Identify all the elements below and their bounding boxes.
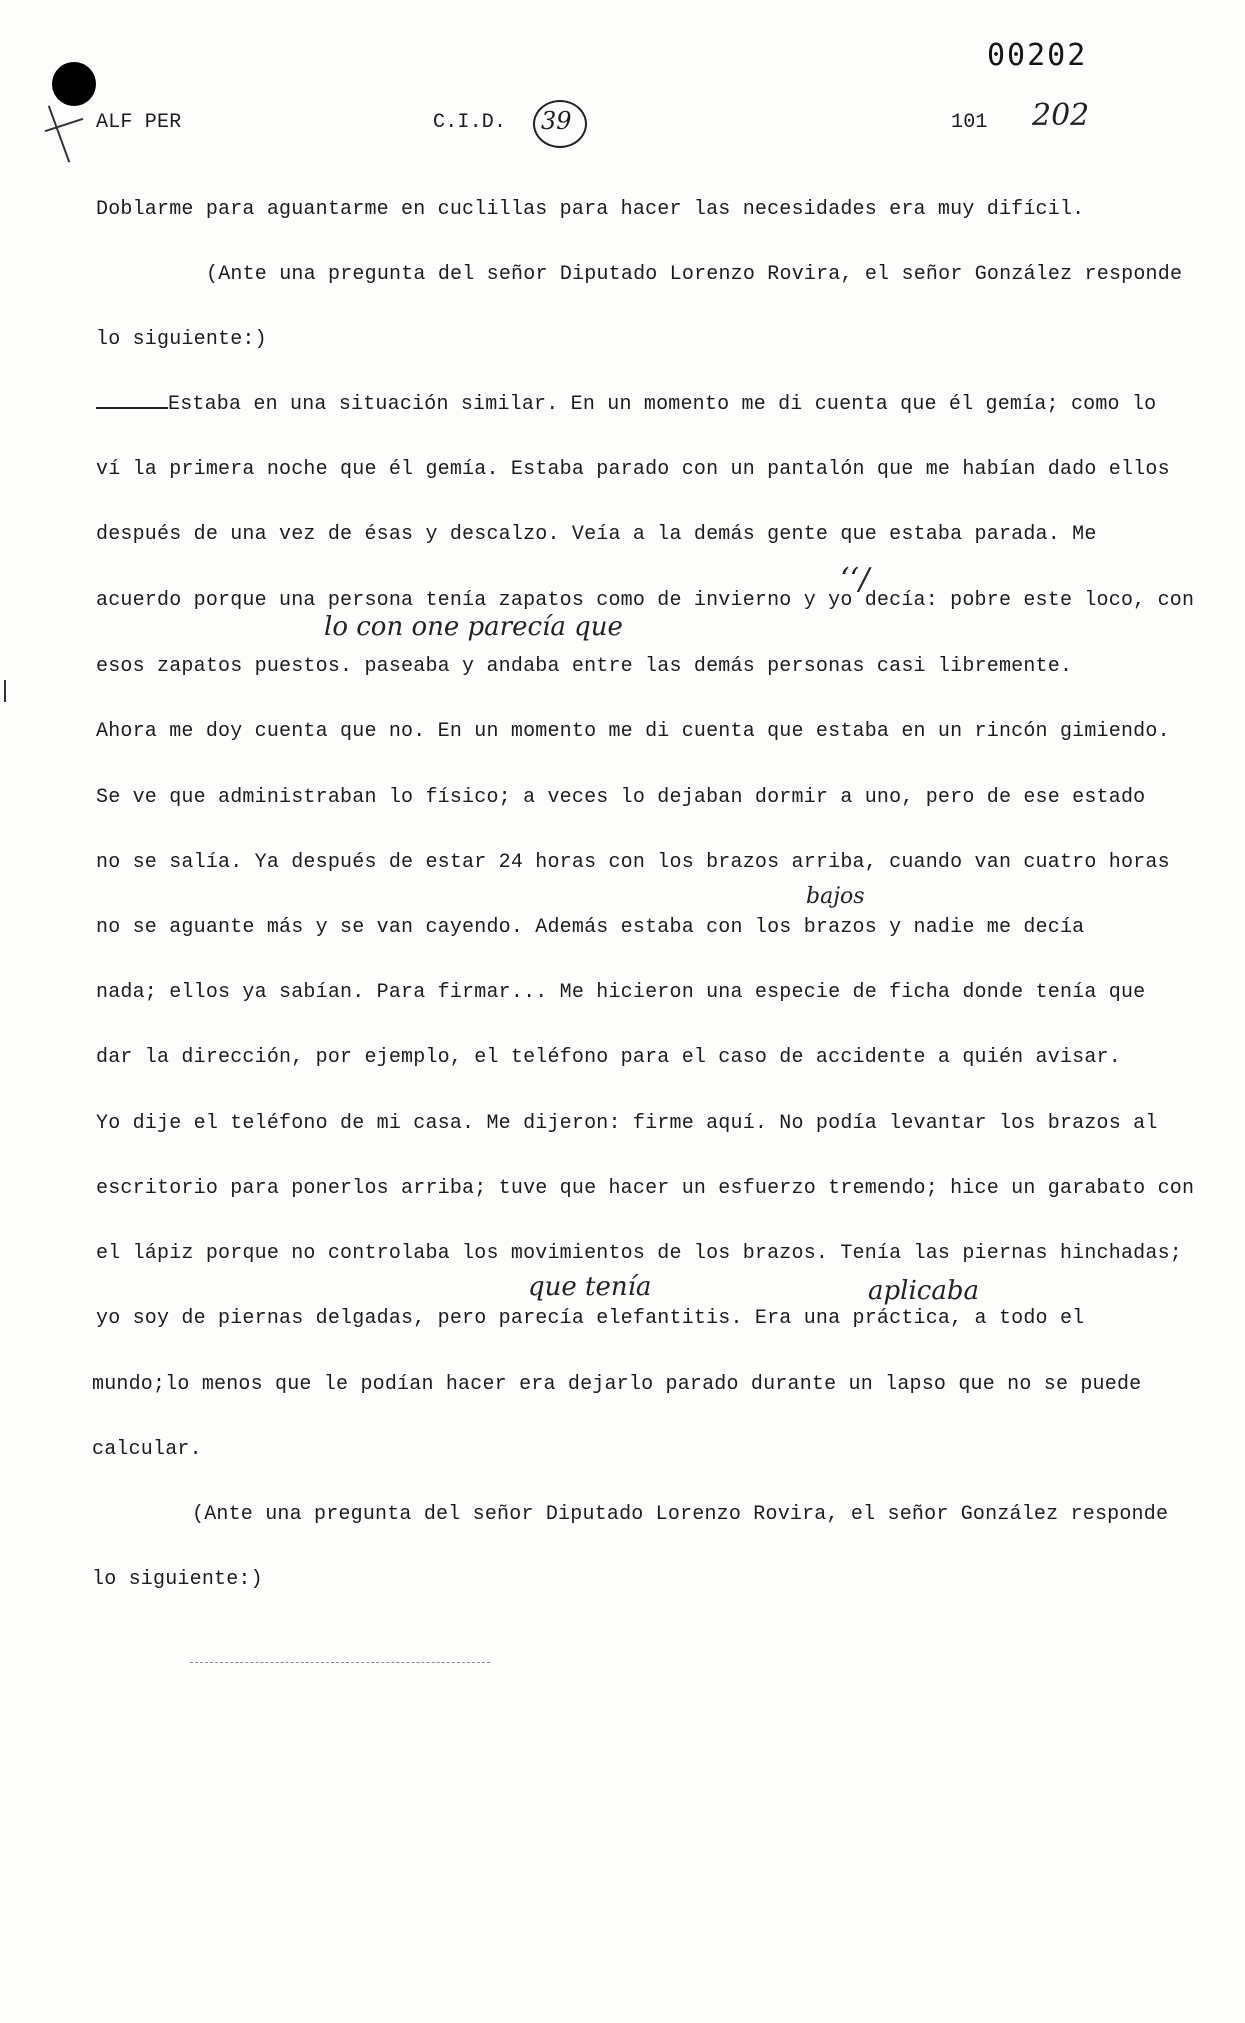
circled-number: 39 [533,100,587,148]
text-line: el lápiz porque no controlaba los movimientos de los brazos. Tenía las piernas hinchadas; [96,1242,1182,1265]
margin-mark [48,105,70,162]
text-line: acuerdo porque una persona tenía zapatos como de invierno y yo decía: pobre este loco, con [96,589,1195,612]
text-line: nada; ellos ya sabían. Para firmar... Me hicieron una especie de ficha donde tenía que [96,981,1146,1004]
scan-artifact-line [190,1662,490,1663]
punch-hole [52,62,96,106]
text-line: lo siguiente:) [96,328,267,351]
text-line: después de una vez de ésas y descalzo. Veía a la demás gente que estaba parada. Me [96,523,1097,546]
text-line: Doblarme para aguantarme en cuclillas para hacer las necesidades era muy difícil. [96,198,1085,221]
text-line: calcular. [92,1438,202,1461]
text-line: Estaba en una situación similar. En un momento me di cuenta que él gemía; como lo [96,393,1156,416]
text-line: (Ante una pregunta del señor Diputado Lorenzo Rovira, el señor González responde [206,263,1183,286]
text-line: lo siguiente:) [92,1568,263,1591]
margin-mark [4,680,6,702]
handwritten-note: lo con one parecía que [324,612,623,642]
text-line: (Ante una pregunta del señor Diputado Lorenzo Rovira, el señor González responde [192,1503,1169,1526]
header-left-label: ALF PER [96,111,182,134]
text-line: no se aguante más y se van cayendo. Además estaba con los brazos y nadie me decía [96,916,1085,939]
handwritten-note: aplicaba [868,1276,979,1306]
handwritten-page-number: 202 [1032,98,1090,133]
text-line: yo soy de piernas delgadas, pero parecía elefantitis. Era una práctica, a todo el [96,1307,1085,1330]
text-line: mundo;lo menos que le podían hacer era dejarlo parado durante un lapso que no se puede [92,1373,1142,1396]
margin-mark [45,118,84,132]
header-center-label: C.I.D. [433,111,507,134]
text-line: dar la dirección, por ejemplo, el teléfono para el caso de accidente a quién avisar. [96,1046,1121,1069]
page-number: 101 [951,111,988,134]
text-line: no se salía. Ya después de estar 24 horas con los brazos arriba, cuando van cuatro horas [96,851,1170,874]
text-line: Yo dije el teléfono de mi casa. Me dijeron: firme aquí. No podía levantar los brazos al [96,1112,1158,1135]
text-line: ví la primera noche que él gemía. Estaba parado con un pantalón que me habían dado ellos [96,458,1170,481]
text-line: esos zapatos puestos. paseaba y andaba entre las demás personas casi libremente. [96,655,1073,678]
handwritten-note: ʻʻ/ [840,562,870,597]
text-line: Ahora me doy cuenta que no. En un momento me di cuenta que estaba en un rincón gimiendo. [96,720,1170,743]
handwritten-note: que tenía [528,1272,652,1302]
handwritten-note: bajos [806,884,865,909]
archive-number: 00202 [987,38,1088,73]
blank-rule [96,407,168,409]
text-line: escritorio para ponerlos arriba; tuve que hacer un esfuerzo tremendo; hice un garabato con [96,1177,1195,1200]
text-line: Se ve que administraban lo físico; a veces lo dejaban dormir a uno, pero de ese estado [96,786,1146,809]
